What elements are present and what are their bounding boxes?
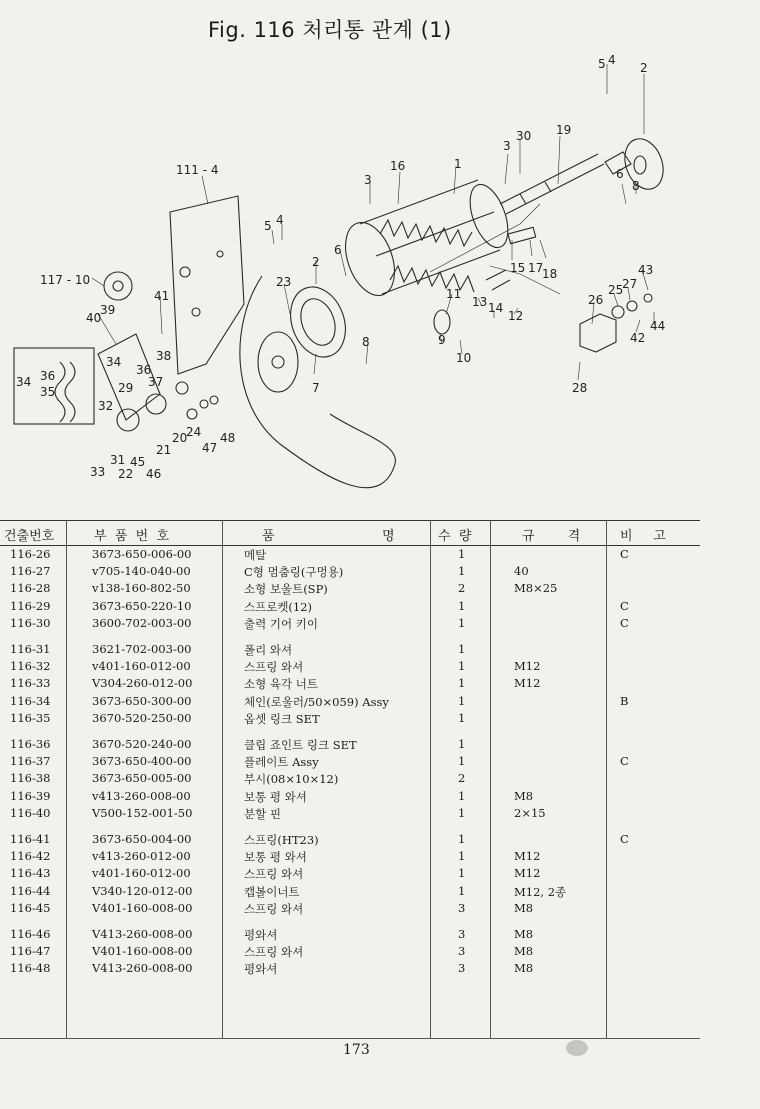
callout-47: 47 [202, 441, 218, 455]
cell-no: 116-30 [10, 615, 51, 630]
callout-3: 3 [503, 139, 511, 153]
table-row [0, 710, 700, 727]
cell-name: 보통 평 와셔 [244, 789, 307, 804]
callout-5: 5 [598, 57, 606, 71]
table-row [0, 615, 700, 632]
cell-part: 3673-650-300-00 [92, 693, 192, 708]
callout-9: 9 [438, 333, 446, 347]
table-row [0, 900, 700, 917]
callout-13: 13 [472, 295, 488, 309]
callout-44: 44 [650, 319, 666, 333]
cell-qty: 1 [458, 547, 466, 561]
cell-part: 3600-702-003-00 [92, 615, 192, 630]
cell-name: 메탈 [244, 548, 267, 562]
cell-part: V304-260-012-00 [92, 676, 193, 691]
cell-note: C [620, 832, 629, 846]
callout-34: 34 [106, 355, 122, 369]
cell-no: 116-42 [10, 849, 51, 864]
callout-4b: 4 [276, 213, 284, 227]
cell-no: 116-28 [10, 581, 51, 596]
cell-name: 부시(08×10×12) [244, 772, 339, 787]
callout-2b: 2 [312, 255, 320, 269]
table-row [0, 805, 700, 822]
callout-32: 32 [98, 399, 114, 413]
cell-part: V500-152-001-50 [92, 805, 193, 820]
callout-15: 15 [510, 261, 526, 275]
table-row [0, 658, 700, 675]
table-row [0, 960, 700, 977]
cell-spec: M12 [514, 659, 541, 674]
cell-name: 체인(로울러/50×059) Assy [244, 694, 389, 709]
diagram-svg [0, 44, 760, 514]
callout-20: 20 [172, 431, 188, 445]
cell-note: C [620, 615, 629, 630]
cell-name: 스프링 와셔 [244, 660, 304, 675]
cell-part: 3673-650-400-00 [92, 754, 192, 769]
cell-no: 116-26 [10, 547, 51, 561]
cell-no: 116-35 [10, 710, 51, 725]
callout-46: 46 [146, 467, 162, 481]
cell-part: 3673-650-220-10 [92, 598, 192, 613]
sprocket-large [104, 272, 132, 300]
cell-qty: 3 [458, 927, 466, 941]
page-number: 173 [343, 1042, 370, 1058]
callout-14: 14 [488, 301, 504, 315]
callout-41: 41 [154, 289, 170, 303]
table-row [0, 770, 700, 787]
cell-qty: 1 [458, 883, 466, 898]
callout-26: 26 [588, 293, 604, 307]
callout-18: 18 [542, 267, 558, 281]
callout-29: 29 [118, 381, 134, 395]
callout-35: 35 [40, 385, 56, 399]
table-row [0, 693, 700, 710]
callout-12: 12 [508, 309, 524, 323]
callout-21: 21 [156, 443, 172, 457]
cell-qty: 3 [458, 944, 466, 959]
callout-16: 16 [390, 159, 406, 173]
shaft [500, 154, 604, 214]
cell-no: 116-44 [10, 883, 51, 898]
table-row [0, 848, 700, 865]
cell-no: 116-47 [10, 944, 51, 959]
callout-43: 43 [638, 263, 654, 277]
exploded-parts-diagram [0, 44, 760, 514]
callout-10: 10 [456, 351, 472, 365]
cell-qty: 1 [458, 564, 466, 579]
cell-no: 116-29 [10, 598, 51, 613]
cell-spec: M12 [514, 866, 541, 881]
table-row [0, 831, 700, 848]
header-spec: 규 격 [522, 529, 581, 544]
cell-qty: 1 [458, 805, 466, 820]
callout-28: 28 [572, 381, 588, 395]
table-row [0, 736, 700, 753]
cell-name: 캡볼이너트 [244, 884, 300, 899]
cell-spec: M8 [514, 927, 534, 941]
cell-qty: 1 [458, 615, 466, 630]
cell-name: 스프링(HT23) [244, 833, 319, 847]
table-row [0, 598, 700, 615]
cell-no: 116-38 [10, 771, 51, 786]
cell-spec: M12 [514, 676, 541, 691]
cell-name: 보통 평 와셔 [244, 850, 307, 865]
callout-8: 8 [632, 179, 640, 193]
table-row [0, 926, 700, 943]
header-no: 건출번호 [4, 529, 55, 544]
callout-11: 11 [446, 287, 462, 301]
cell-spec: M8 [514, 788, 534, 803]
table-row [0, 563, 700, 580]
table-row [0, 883, 700, 900]
cell-note: C [620, 598, 629, 613]
callout-37: 37 [148, 375, 164, 389]
cell-no: 116-43 [10, 866, 51, 881]
header-quantity: 수 량 [438, 529, 472, 544]
cell-qty: 1 [458, 659, 466, 674]
cell-part: v413-260-012-00 [92, 849, 191, 864]
cell-spec: M8 [514, 944, 534, 959]
header-note: 비 고 [620, 529, 666, 544]
cell-qty: 1 [458, 693, 466, 708]
cell-no: 116-32 [10, 659, 51, 674]
cell-no: 116-46 [10, 927, 51, 941]
cell-part: v401-160-012-00 [92, 659, 191, 674]
cell-name: 분할 핀 [244, 806, 281, 821]
cell-spec: M8 [514, 961, 534, 976]
cell-no: 116-45 [10, 900, 51, 915]
pulley-lower [281, 279, 354, 364]
cell-no: 116-31 [10, 642, 51, 656]
cell-part: V340-120-012-00 [92, 883, 193, 898]
cell-qty: 3 [458, 961, 466, 976]
callout-45: 45 [130, 455, 146, 469]
cell-name: C형 멈춤링(구멍용) [244, 565, 344, 580]
cell-name: 폴리 와셔 [244, 643, 293, 657]
cell-part: V401-160-008-00 [92, 900, 193, 915]
header-part-number: 부 품 번 호 [94, 529, 170, 544]
cell-name: 스프링 와셔 [244, 867, 304, 882]
cell-part: v138-160-802-50 [92, 581, 191, 596]
callout-31: 31 [110, 453, 126, 467]
cell-name: 소형 육각 너트 [244, 677, 318, 692]
cell-qty: 1 [458, 598, 466, 613]
cell-name: 스프링 와셔 [244, 945, 304, 960]
cell-no: 116-48 [10, 961, 51, 976]
callout-40: 40 [86, 311, 102, 325]
cell-part: 3673-650-006-00 [92, 547, 192, 561]
callout-24: 24 [186, 425, 202, 439]
table-row [0, 865, 700, 882]
cell-qty: 2 [458, 771, 466, 786]
callout-48: 48 [220, 431, 236, 445]
cell-qty: 1 [458, 754, 466, 769]
cell-no: 116-39 [10, 788, 51, 803]
table-body [0, 546, 700, 1038]
page-title: Fig. 116 처리통 관계 (1) [208, 18, 452, 42]
cell-qty: 1 [458, 710, 466, 725]
callout-7: 7 [312, 381, 320, 395]
cell-qty: 1 [458, 676, 466, 691]
cell-qty: 1 [458, 642, 466, 656]
callout-111-4: 111 - 4 [176, 163, 219, 177]
cell-qty: 1 [458, 737, 466, 751]
cell-part: 3673-650-005-00 [92, 771, 192, 786]
callout-4: 4 [608, 53, 616, 67]
header-part-name: 품 명 [262, 529, 395, 544]
cell-spec: M12 [514, 849, 541, 864]
callout-23: 23 [276, 275, 292, 289]
cell-note: B [620, 693, 629, 708]
callout-6: 6 [616, 167, 624, 181]
cell-spec: 40 [514, 564, 529, 579]
cell-name: 스프링 와셔 [244, 901, 304, 916]
table-row [0, 641, 700, 658]
cell-qty: 3 [458, 900, 466, 915]
table-row [0, 788, 700, 805]
cell-name: 옵셋 링크 SET [244, 711, 320, 726]
callout-17: 17 [528, 261, 544, 275]
callout-6b: 6 [334, 243, 342, 257]
cell-qty: 2 [458, 581, 466, 596]
callout-1: 1 [454, 157, 462, 171]
table-row [0, 943, 700, 960]
cell-part: v401-160-012-00 [92, 866, 191, 881]
cell-no: 116-40 [10, 805, 51, 820]
table-row [0, 753, 700, 770]
callout-42: 42 [630, 331, 646, 345]
cell-note: C [620, 754, 629, 769]
cell-no: 116-34 [10, 693, 51, 708]
cell-part: 3673-650-004-00 [92, 832, 192, 846]
table-row [0, 580, 700, 597]
cell-name: 소형 보울트(SP) [244, 582, 328, 597]
cell-name: 클립 죠인트 링크 SET [244, 738, 357, 752]
cell-part: V413-260-008-00 [92, 961, 193, 976]
callout-27: 27 [622, 277, 638, 291]
cell-spec: M8 [514, 900, 534, 915]
table-row [0, 546, 700, 563]
cell-part: 3621-702-003-00 [92, 642, 192, 656]
callout-22: 22 [118, 467, 134, 481]
callout-34-box: 34 [16, 375, 32, 389]
callout-39: 39 [100, 303, 116, 317]
cell-no: 116-41 [10, 832, 51, 846]
callout-30: 30 [516, 129, 532, 143]
side-plate [170, 196, 244, 374]
cell-part: 3670-520-250-00 [92, 710, 192, 725]
cell-qty: 1 [458, 849, 466, 864]
cell-qty: 1 [458, 832, 466, 846]
table-header [0, 520, 700, 546]
cell-name: 평와셔 [244, 928, 278, 942]
callout-3b: 3 [364, 173, 372, 187]
cell-part: V413-260-008-00 [92, 927, 193, 941]
cell-part: V401-160-008-00 [92, 944, 193, 959]
callout-8b: 8 [362, 335, 370, 349]
cell-no: 116-36 [10, 737, 51, 751]
table-bottom-rule [0, 1038, 700, 1039]
cell-name: 출력 기어 키이 [244, 616, 318, 631]
callout-25: 25 [608, 283, 624, 297]
callout-2: 2 [640, 61, 648, 75]
cell-qty: 1 [458, 788, 466, 803]
cell-part: 3670-520-240-00 [92, 737, 192, 751]
cell-name: 플레이트 Assy [244, 755, 319, 770]
callout-5b: 5 [264, 219, 272, 233]
cell-note: C [620, 547, 629, 561]
cell-no: 116-37 [10, 754, 51, 769]
callout-19: 19 [556, 123, 572, 137]
callout-38: 38 [156, 349, 172, 363]
cell-spec: 2×15 [514, 805, 546, 820]
scan-smudge [566, 1040, 588, 1056]
callout-36: 36 [136, 363, 152, 377]
cell-name: 스프로켓(12) [244, 599, 313, 614]
cell-no: 116-33 [10, 676, 51, 691]
cell-spec: M8×25 [514, 581, 558, 596]
cell-part: v705-140-040-00 [92, 564, 191, 579]
cell-qty: 1 [458, 866, 466, 881]
cell-no: 116-27 [10, 564, 51, 579]
callout-117-10: 117 - 10 [40, 273, 91, 287]
table-row [0, 675, 700, 692]
callout-36-box: 36 [40, 369, 56, 383]
cell-part: v413-260-008-00 [92, 788, 191, 803]
callout-33: 33 [90, 465, 106, 479]
cell-spec: M12, 2종 [514, 884, 567, 899]
cell-name: 평와셔 [244, 962, 278, 977]
